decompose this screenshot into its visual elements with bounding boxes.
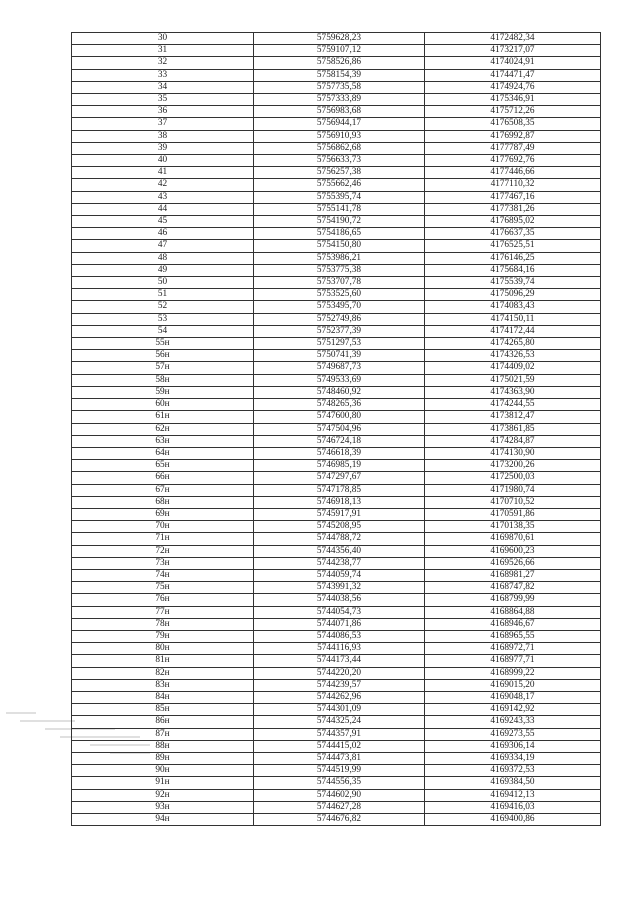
- x-coordinate-cell: 5743991,32: [254, 582, 425, 594]
- x-coordinate-cell: 5746985,19: [254, 460, 425, 472]
- x-coordinate-cell: 5759628,23: [254, 33, 425, 45]
- table-row: [72, 228, 601, 240]
- x-coordinate-cell: 5744086,53: [254, 630, 425, 642]
- x-coordinate-cell: 5744473,81: [254, 752, 425, 764]
- y-coordinate-cell: 4172482,34: [425, 33, 601, 45]
- x-coordinate-cell: 5754150,80: [254, 240, 425, 252]
- y-coordinate-cell: 4174924,76: [425, 81, 601, 93]
- table-row: [72, 679, 601, 691]
- table-row: [72, 789, 601, 801]
- point-number-cell: 59н: [72, 386, 254, 398]
- point-number-cell: 85н: [72, 704, 254, 716]
- table-row: [72, 472, 601, 484]
- y-coordinate-cell: 4174172,44: [425, 325, 601, 337]
- point-number-cell: 67н: [72, 484, 254, 496]
- table-row: [72, 814, 601, 826]
- table-row: [72, 301, 601, 313]
- x-coordinate-cell: 5747178,85: [254, 484, 425, 496]
- point-number-cell: 94н: [72, 814, 254, 826]
- table-row: [72, 142, 601, 154]
- y-coordinate-cell: 4177467,16: [425, 191, 601, 203]
- x-coordinate-cell: 5756983,68: [254, 106, 425, 118]
- x-coordinate-cell: 5757333,89: [254, 94, 425, 106]
- table-row: [72, 582, 601, 594]
- point-number-cell: 74н: [72, 569, 254, 581]
- x-coordinate-cell: 5755395,74: [254, 191, 425, 203]
- x-coordinate-cell: 5744519,99: [254, 765, 425, 777]
- y-coordinate-cell: 4174409,02: [425, 362, 601, 374]
- x-coordinate-cell: 5756862,68: [254, 142, 425, 154]
- x-coordinate-cell: 5746724,18: [254, 435, 425, 447]
- point-number-cell: 49: [72, 264, 254, 276]
- y-coordinate-cell: 4177446,66: [425, 167, 601, 179]
- y-coordinate-cell: 4169306,14: [425, 740, 601, 752]
- point-number-cell: 84н: [72, 691, 254, 703]
- x-coordinate-cell: 5750741,39: [254, 350, 425, 362]
- x-coordinate-cell: 5753495,70: [254, 301, 425, 313]
- y-coordinate-cell: 4176895,02: [425, 216, 601, 228]
- x-coordinate-cell: 5753707,78: [254, 277, 425, 289]
- y-coordinate-cell: 4170591,86: [425, 508, 601, 520]
- y-coordinate-cell: 4169243,33: [425, 716, 601, 728]
- point-number-cell: 88н: [72, 740, 254, 752]
- table-row: [72, 643, 601, 655]
- table-row: [72, 423, 601, 435]
- table-row: [72, 374, 601, 386]
- table-row: [72, 655, 601, 667]
- x-coordinate-cell: 5744788,72: [254, 533, 425, 545]
- y-coordinate-cell: 4176525,51: [425, 240, 601, 252]
- x-coordinate-cell: 5753986,21: [254, 252, 425, 264]
- point-number-cell: 92н: [72, 789, 254, 801]
- y-coordinate-cell: 4169384,50: [425, 777, 601, 789]
- y-coordinate-cell: 4174083,43: [425, 301, 601, 313]
- table-row: [72, 435, 601, 447]
- x-coordinate-cell: 5744415,02: [254, 740, 425, 752]
- y-coordinate-cell: 4175096,29: [425, 289, 601, 301]
- point-number-cell: 41: [72, 167, 254, 179]
- point-number-cell: 72н: [72, 545, 254, 557]
- point-number-cell: 54: [72, 325, 254, 337]
- point-number-cell: 44: [72, 203, 254, 215]
- table-row: [72, 362, 601, 374]
- y-coordinate-cell: 4169334,19: [425, 752, 601, 764]
- table-row: [72, 704, 601, 716]
- y-coordinate-cell: 4169048,17: [425, 691, 601, 703]
- point-number-cell: 58н: [72, 374, 254, 386]
- table-row: [72, 69, 601, 81]
- x-coordinate-cell: 5744239,57: [254, 679, 425, 691]
- table-row: [72, 57, 601, 69]
- y-coordinate-cell: 4169142,92: [425, 704, 601, 716]
- point-number-cell: 64н: [72, 447, 254, 459]
- point-number-cell: 46: [72, 228, 254, 240]
- y-coordinate-cell: 4169526,66: [425, 557, 601, 569]
- point-number-cell: 31: [72, 45, 254, 57]
- table-row: [72, 716, 601, 728]
- y-coordinate-cell: 4174130,90: [425, 447, 601, 459]
- point-number-cell: 56н: [72, 350, 254, 362]
- y-coordinate-cell: 4168972,71: [425, 643, 601, 655]
- point-number-cell: 50: [72, 277, 254, 289]
- point-number-cell: 42: [72, 179, 254, 191]
- y-coordinate-cell: 4168977,71: [425, 655, 601, 667]
- table-row: [72, 216, 601, 228]
- x-coordinate-cell: 5754190,72: [254, 216, 425, 228]
- point-number-cell: 55н: [72, 338, 254, 350]
- x-coordinate-cell: 5747297,67: [254, 472, 425, 484]
- x-coordinate-cell: 5755141,78: [254, 203, 425, 215]
- table-row: [72, 728, 601, 740]
- table-row: [72, 484, 601, 496]
- table-row: [72, 277, 601, 289]
- table-row: [72, 130, 601, 142]
- x-coordinate-cell: 5753775,38: [254, 264, 425, 276]
- x-coordinate-cell: 5751297,53: [254, 338, 425, 350]
- point-number-cell: 40: [72, 155, 254, 167]
- table-row: [72, 240, 601, 252]
- x-coordinate-cell: 5757735,58: [254, 81, 425, 93]
- x-coordinate-cell: 5758154,39: [254, 69, 425, 81]
- x-coordinate-cell: 5756944,17: [254, 118, 425, 130]
- point-number-cell: 43: [72, 191, 254, 203]
- x-coordinate-cell: 5754186,65: [254, 228, 425, 240]
- x-coordinate-cell: 5744173,44: [254, 655, 425, 667]
- x-coordinate-cell: 5755662,46: [254, 179, 425, 191]
- x-coordinate-cell: 5746918,13: [254, 496, 425, 508]
- table-row: [72, 606, 601, 618]
- x-coordinate-cell: 5744238,77: [254, 557, 425, 569]
- y-coordinate-cell: 4176637,35: [425, 228, 601, 240]
- y-coordinate-cell: 4174363,90: [425, 386, 601, 398]
- x-coordinate-cell: 5744356,40: [254, 545, 425, 557]
- table-row: [72, 411, 601, 423]
- table-row: [72, 338, 601, 350]
- point-number-cell: 47: [72, 240, 254, 252]
- table-row: [72, 264, 601, 276]
- table-row: [72, 167, 601, 179]
- table-row: [72, 81, 601, 93]
- y-coordinate-cell: 4168864,88: [425, 606, 601, 618]
- table-row: [72, 179, 601, 191]
- point-number-cell: 78н: [72, 618, 254, 630]
- point-number-cell: 63н: [72, 435, 254, 447]
- x-coordinate-cell: 5744357,91: [254, 728, 425, 740]
- x-coordinate-cell: 5747600,80: [254, 411, 425, 423]
- x-coordinate-cell: 5747504,96: [254, 423, 425, 435]
- point-number-cell: 80н: [72, 643, 254, 655]
- y-coordinate-cell: 4174265,80: [425, 338, 601, 350]
- y-coordinate-cell: 4169416,03: [425, 801, 601, 813]
- y-coordinate-cell: 4168965,55: [425, 630, 601, 642]
- point-number-cell: 75н: [72, 582, 254, 594]
- point-number-cell: 38: [72, 130, 254, 142]
- table-row: [72, 765, 601, 777]
- table-row: [72, 533, 601, 545]
- point-number-cell: 57н: [72, 362, 254, 374]
- point-number-cell: 62н: [72, 423, 254, 435]
- point-number-cell: 68н: [72, 496, 254, 508]
- table-row: [72, 667, 601, 679]
- y-coordinate-cell: 4169870,61: [425, 533, 601, 545]
- x-coordinate-cell: 5744301,09: [254, 704, 425, 716]
- y-coordinate-cell: 4168747,82: [425, 582, 601, 594]
- y-coordinate-cell: 4177787,49: [425, 142, 601, 154]
- point-number-cell: 51: [72, 289, 254, 301]
- table-row: [72, 289, 601, 301]
- y-coordinate-cell: 4168999,22: [425, 667, 601, 679]
- y-coordinate-cell: 4168799,99: [425, 594, 601, 606]
- table-row: [72, 630, 601, 642]
- table-row: [72, 106, 601, 118]
- table-row: [72, 399, 601, 411]
- point-number-cell: 33: [72, 69, 254, 81]
- table-row: [72, 325, 601, 337]
- x-coordinate-cell: 5756633,73: [254, 155, 425, 167]
- x-coordinate-cell: 5752749,86: [254, 313, 425, 325]
- point-number-cell: 39: [72, 142, 254, 154]
- x-coordinate-cell: 5749687,73: [254, 362, 425, 374]
- point-number-cell: 90н: [72, 765, 254, 777]
- point-number-cell: 30: [72, 33, 254, 45]
- point-number-cell: 73н: [72, 557, 254, 569]
- x-coordinate-cell: 5753525,60: [254, 289, 425, 301]
- table-row: [72, 155, 601, 167]
- x-coordinate-cell: 5744325,24: [254, 716, 425, 728]
- point-number-cell: 52: [72, 301, 254, 313]
- coordinates-table: [71, 32, 601, 826]
- table-row: [72, 740, 601, 752]
- y-coordinate-cell: 4170138,35: [425, 521, 601, 533]
- point-number-cell: 61н: [72, 411, 254, 423]
- table-row: [72, 94, 601, 106]
- y-coordinate-cell: 4177381,26: [425, 203, 601, 215]
- y-coordinate-cell: 4169372,53: [425, 765, 601, 777]
- y-coordinate-cell: 4175712,26: [425, 106, 601, 118]
- y-coordinate-cell: 4168946,67: [425, 618, 601, 630]
- point-number-cell: 69н: [72, 508, 254, 520]
- point-number-cell: 48: [72, 252, 254, 264]
- y-coordinate-cell: 4173861,85: [425, 423, 601, 435]
- table-row: [72, 313, 601, 325]
- y-coordinate-cell: 4169273,55: [425, 728, 601, 740]
- y-coordinate-cell: 4177692,76: [425, 155, 601, 167]
- x-coordinate-cell: 5756257,38: [254, 167, 425, 179]
- table-row: [72, 350, 601, 362]
- table-row: [72, 521, 601, 533]
- y-coordinate-cell: 4168981,27: [425, 569, 601, 581]
- table-row: [72, 203, 601, 215]
- y-coordinate-cell: 4169412,13: [425, 789, 601, 801]
- table-row: [72, 252, 601, 264]
- y-coordinate-cell: 4169600,23: [425, 545, 601, 557]
- table-row: [72, 118, 601, 130]
- y-coordinate-cell: 4177110,32: [425, 179, 601, 191]
- table-row: [72, 594, 601, 606]
- y-coordinate-cell: 4174326,53: [425, 350, 601, 362]
- point-number-cell: 45: [72, 216, 254, 228]
- x-coordinate-cell: 5759107,12: [254, 45, 425, 57]
- y-coordinate-cell: 4174471,47: [425, 69, 601, 81]
- table-row: [72, 447, 601, 459]
- x-coordinate-cell: 5744602,90: [254, 789, 425, 801]
- table-row: [72, 386, 601, 398]
- y-coordinate-cell: 4175539,74: [425, 277, 601, 289]
- point-number-cell: 87н: [72, 728, 254, 740]
- y-coordinate-cell: 4173217,07: [425, 45, 601, 57]
- x-coordinate-cell: 5744116,93: [254, 643, 425, 655]
- point-number-cell: 89н: [72, 752, 254, 764]
- y-coordinate-cell: 4174024,91: [425, 57, 601, 69]
- point-number-cell: 82н: [72, 667, 254, 679]
- point-number-cell: 83н: [72, 679, 254, 691]
- coordinates-table-body: [72, 33, 601, 826]
- table-row: [72, 801, 601, 813]
- point-number-cell: 53: [72, 313, 254, 325]
- y-coordinate-cell: 4172500,03: [425, 472, 601, 484]
- point-number-cell: 70н: [72, 521, 254, 533]
- point-number-cell: 79н: [72, 630, 254, 642]
- x-coordinate-cell: 5744220,20: [254, 667, 425, 679]
- y-coordinate-cell: 4173812,47: [425, 411, 601, 423]
- y-coordinate-cell: 4174244,55: [425, 399, 601, 411]
- table-row: [72, 191, 601, 203]
- table-row: [72, 618, 601, 630]
- x-coordinate-cell: 5748265,36: [254, 399, 425, 411]
- point-number-cell: 36: [72, 106, 254, 118]
- point-number-cell: 60н: [72, 399, 254, 411]
- x-coordinate-cell: 5744054,73: [254, 606, 425, 618]
- y-coordinate-cell: 4169015,20: [425, 679, 601, 691]
- table-row: [72, 545, 601, 557]
- y-coordinate-cell: 4175346,91: [425, 94, 601, 106]
- table-row: [72, 460, 601, 472]
- x-coordinate-cell: 5744038,56: [254, 594, 425, 606]
- y-coordinate-cell: 4175684,16: [425, 264, 601, 276]
- y-coordinate-cell: 4174150,11: [425, 313, 601, 325]
- x-coordinate-cell: 5745208,95: [254, 521, 425, 533]
- point-number-cell: 86н: [72, 716, 254, 728]
- x-coordinate-cell: 5752377,39: [254, 325, 425, 337]
- x-coordinate-cell: 5749533,69: [254, 374, 425, 386]
- y-coordinate-cell: 4175021,59: [425, 374, 601, 386]
- point-number-cell: 65н: [72, 460, 254, 472]
- point-number-cell: 81н: [72, 655, 254, 667]
- point-number-cell: 93н: [72, 801, 254, 813]
- point-number-cell: 76н: [72, 594, 254, 606]
- table-row: [72, 691, 601, 703]
- y-coordinate-cell: 4176508,35: [425, 118, 601, 130]
- x-coordinate-cell: 5745917,91: [254, 508, 425, 520]
- x-coordinate-cell: 5744676,82: [254, 814, 425, 826]
- x-coordinate-cell: 5758526,86: [254, 57, 425, 69]
- y-coordinate-cell: 4173200,26: [425, 460, 601, 472]
- table-row: [72, 569, 601, 581]
- point-number-cell: 71н: [72, 533, 254, 545]
- table-row: [72, 557, 601, 569]
- point-number-cell: 37: [72, 118, 254, 130]
- y-coordinate-cell: 4176146,25: [425, 252, 601, 264]
- y-coordinate-cell: 4170710,52: [425, 496, 601, 508]
- table-row: [72, 496, 601, 508]
- table-row: [72, 777, 601, 789]
- y-coordinate-cell: 4171980,74: [425, 484, 601, 496]
- table-row: [72, 45, 601, 57]
- point-number-cell: 91н: [72, 777, 254, 789]
- x-coordinate-cell: 5746618,39: [254, 447, 425, 459]
- y-coordinate-cell: 4169400,86: [425, 814, 601, 826]
- point-number-cell: 77н: [72, 606, 254, 618]
- x-coordinate-cell: 5744556,35: [254, 777, 425, 789]
- y-coordinate-cell: 4174284,87: [425, 435, 601, 447]
- y-coordinate-cell: 4176992,87: [425, 130, 601, 142]
- table-row: [72, 508, 601, 520]
- x-coordinate-cell: 5744071,86: [254, 618, 425, 630]
- point-number-cell: 34: [72, 81, 254, 93]
- point-number-cell: 32: [72, 57, 254, 69]
- x-coordinate-cell: 5744627,28: [254, 801, 425, 813]
- x-coordinate-cell: 5744059,74: [254, 569, 425, 581]
- x-coordinate-cell: 5756910,93: [254, 130, 425, 142]
- table-row: [72, 752, 601, 764]
- table-row: [72, 33, 601, 45]
- x-coordinate-cell: 5744262,96: [254, 691, 425, 703]
- x-coordinate-cell: 5748460,92: [254, 386, 425, 398]
- point-number-cell: 35: [72, 94, 254, 106]
- point-number-cell: 66н: [72, 472, 254, 484]
